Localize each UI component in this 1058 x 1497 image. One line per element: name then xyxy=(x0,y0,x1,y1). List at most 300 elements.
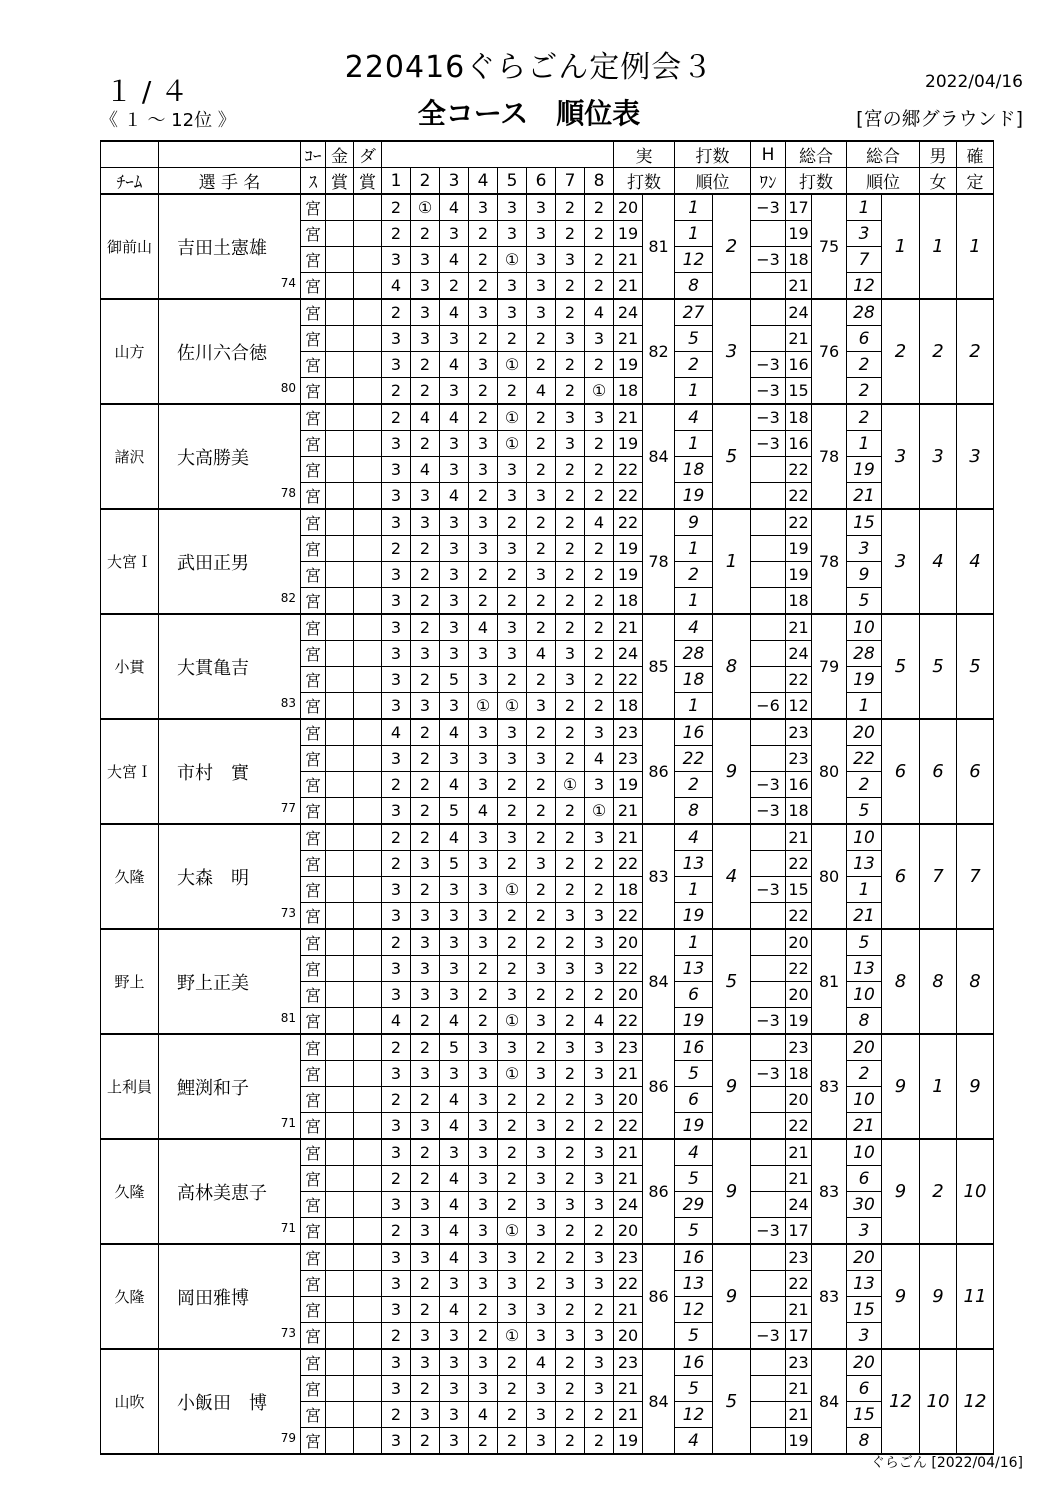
gold-award-cell xyxy=(326,1139,354,1166)
course-cell: 宮 xyxy=(301,509,326,536)
hole-score: 2 xyxy=(585,1402,614,1428)
round-total: 22 xyxy=(786,457,812,483)
gold-award-cell xyxy=(326,194,354,221)
stroke-rank: 1 xyxy=(713,509,751,614)
course-cell: 宮 xyxy=(301,1166,326,1192)
total-rank: 3 xyxy=(882,404,920,509)
col-player-label: 選 手 名 xyxy=(159,168,301,195)
hole-score: 2 xyxy=(527,614,556,641)
hole-score: 2 xyxy=(527,667,556,693)
hole-score: 3 xyxy=(411,273,440,300)
final-rank: 12 xyxy=(957,1349,994,1454)
hole-score: 3 xyxy=(498,457,527,483)
total-rank: 9 xyxy=(882,1139,920,1244)
actual-strokes: 86 xyxy=(643,1034,675,1139)
hole-score: 3 xyxy=(585,903,614,930)
hole-score: 4 xyxy=(469,798,498,825)
da-award-cell xyxy=(354,404,382,431)
course-cell: 宮 xyxy=(301,693,326,720)
round-sum: 21 xyxy=(614,824,643,851)
final-rank: 11 xyxy=(957,1244,994,1349)
col-actual: 実 xyxy=(614,141,675,168)
round-sum: 22 xyxy=(614,956,643,982)
hole-score: 3 xyxy=(382,641,411,667)
gender-rank: 1 xyxy=(920,194,957,299)
hole-score: 2 xyxy=(585,1297,614,1323)
hole-score: 3 xyxy=(527,273,556,300)
round-rank: 1 xyxy=(675,693,713,720)
hole-score: 4 xyxy=(469,614,498,641)
col-hole: 3 xyxy=(440,168,469,195)
hole-score: 2 xyxy=(411,1166,440,1192)
hole-score: 4 xyxy=(440,1297,469,1323)
table-row xyxy=(101,719,994,746)
hole-score: 2 xyxy=(469,982,498,1008)
hole-score: 3 xyxy=(440,431,469,457)
hole-score: 3 xyxy=(498,1034,527,1061)
course-cell: 宮 xyxy=(301,851,326,877)
hole-score: 2 xyxy=(556,851,585,877)
hole-score: 3 xyxy=(498,536,527,562)
round-sum: 21 xyxy=(614,798,643,825)
hole-score: 3 xyxy=(382,483,411,510)
round-total-rank: 20 xyxy=(847,1349,882,1376)
round-total: 21 xyxy=(786,614,812,641)
hole-in-one-bonus xyxy=(751,1139,786,1166)
hole-score: 3 xyxy=(469,457,498,483)
hole-score: 3 xyxy=(382,1297,411,1323)
hole-in-one-bonus: −3 xyxy=(751,431,786,457)
round-total-rank: 21 xyxy=(847,903,882,930)
hole-score: 3 xyxy=(527,299,556,326)
hole-in-one-bonus xyxy=(751,1376,786,1402)
round-total: 23 xyxy=(786,1034,812,1061)
hole-score: 2 xyxy=(469,588,498,615)
round-total-rank: 6 xyxy=(847,1166,882,1192)
gold-award-cell xyxy=(326,1323,354,1350)
round-sum: 24 xyxy=(614,1192,643,1218)
hole-score: 4 xyxy=(585,299,614,326)
player-cell xyxy=(159,824,301,929)
round-total: 17 xyxy=(786,194,812,221)
gender-rank: 7 xyxy=(920,824,957,929)
hole-score: 2 xyxy=(556,1349,585,1376)
round-sum: 20 xyxy=(614,1087,643,1113)
hole-score: 3 xyxy=(440,588,469,615)
round-total: 17 xyxy=(786,1323,812,1350)
hole-score: 4 xyxy=(440,299,469,326)
round-sum: 21 xyxy=(614,247,643,273)
round-sum: 21 xyxy=(614,1139,643,1166)
hole-score: 2 xyxy=(498,1428,527,1455)
da-award-cell xyxy=(354,1139,382,1166)
hole-score: 3 xyxy=(382,877,411,903)
hole-score: 3 xyxy=(527,956,556,982)
round-total-rank: 7 xyxy=(847,247,882,273)
hole-score: ① xyxy=(498,352,527,378)
hole-score: 3 xyxy=(440,982,469,1008)
hole-score: 3 xyxy=(556,1271,585,1297)
hole-score: 3 xyxy=(556,903,585,930)
player-cell xyxy=(159,299,301,404)
hole-score: 3 xyxy=(411,1323,440,1350)
hole-score: 3 xyxy=(527,1376,556,1402)
hole-score: 3 xyxy=(556,641,585,667)
gold-award-cell xyxy=(326,877,354,903)
round-sum: 22 xyxy=(614,1008,643,1035)
hole-score: 3 xyxy=(527,1428,556,1455)
round-sum: 21 xyxy=(614,1376,643,1402)
round-total-rank: 13 xyxy=(847,956,882,982)
actual-strokes: 84 xyxy=(643,1349,675,1454)
actual-strokes: 86 xyxy=(643,719,675,824)
hole-score: 3 xyxy=(469,299,498,326)
hole-score: 3 xyxy=(440,1139,469,1166)
hole-in-one-bonus xyxy=(751,1349,786,1376)
round-rank: 13 xyxy=(675,1271,713,1297)
hole-score: 2 xyxy=(411,1297,440,1323)
da-award-cell xyxy=(354,1192,382,1218)
round-total-rank: 5 xyxy=(847,929,882,956)
table-row xyxy=(101,824,994,851)
round-total-rank: 15 xyxy=(847,509,882,536)
hole-score: 2 xyxy=(411,719,440,746)
round-sum: 18 xyxy=(614,378,643,405)
round-total: 16 xyxy=(786,772,812,798)
round-rank: 5 xyxy=(675,1061,713,1087)
hole-score: 3 xyxy=(469,719,498,746)
hole-score: ① xyxy=(498,1218,527,1245)
hole-score: 2 xyxy=(498,562,527,588)
hole-score: 3 xyxy=(382,1192,411,1218)
hole-score: 2 xyxy=(585,273,614,300)
round-sum: 20 xyxy=(614,982,643,1008)
hole-score: 2 xyxy=(469,221,498,247)
hole-in-one-bonus xyxy=(751,746,786,772)
round-sum: 20 xyxy=(614,929,643,956)
hole-score: 2 xyxy=(556,1297,585,1323)
round-sum: 24 xyxy=(614,641,643,667)
hole-score: 3 xyxy=(527,1139,556,1166)
round-total-rank: 3 xyxy=(847,1323,882,1350)
hole-score: 3 xyxy=(382,562,411,588)
team-name: 上利員 xyxy=(101,1034,159,1139)
hole-score: 5 xyxy=(440,798,469,825)
hole-in-one-bonus xyxy=(751,1271,786,1297)
round-sum: 19 xyxy=(614,431,643,457)
hole-in-one-bonus: −3 xyxy=(751,877,786,903)
hole-score: ① xyxy=(498,404,527,431)
hole-score: 2 xyxy=(498,1192,527,1218)
hole-score: 3 xyxy=(469,1034,498,1061)
hole-score: 2 xyxy=(382,1087,411,1113)
col-trank: 総合 xyxy=(847,141,920,168)
round-total: 20 xyxy=(786,982,812,1008)
round-rank: 5 xyxy=(675,326,713,352)
hole-score: 2 xyxy=(382,851,411,877)
hole-score: 2 xyxy=(498,903,527,930)
hole-score: 3 xyxy=(585,1192,614,1218)
total-rank: 5 xyxy=(882,614,920,719)
hole-score: 2 xyxy=(556,824,585,851)
hole-score: 3 xyxy=(382,1139,411,1166)
hole-score: 2 xyxy=(585,431,614,457)
hole-score: 2 xyxy=(469,326,498,352)
hole-score: 2 xyxy=(527,431,556,457)
hole-score: 2 xyxy=(527,326,556,352)
actual-strokes: 78 xyxy=(643,509,675,614)
hole-score: 3 xyxy=(440,641,469,667)
hole-in-one-bonus xyxy=(751,273,786,300)
course-cell: 宮 xyxy=(301,457,326,483)
hole-score: 2 xyxy=(411,1376,440,1402)
total-rank: 8 xyxy=(882,929,920,1034)
hole-score: 3 xyxy=(585,1087,614,1113)
hole-score: 3 xyxy=(556,1034,585,1061)
gold-award-cell xyxy=(326,1087,354,1113)
table-row xyxy=(101,509,994,536)
round-rank: 6 xyxy=(675,1087,713,1113)
round-total: 19 xyxy=(786,562,812,588)
hole-score: 3 xyxy=(440,693,469,720)
round-rank: 9 xyxy=(675,509,713,536)
round-total: 21 xyxy=(786,1402,812,1428)
player-age: 82 xyxy=(280,591,296,605)
hole-score: 4 xyxy=(440,772,469,798)
hole-score: 2 xyxy=(527,929,556,956)
hole-in-one-bonus: −3 xyxy=(751,772,786,798)
player-cell xyxy=(159,194,301,299)
total-strokes: 79 xyxy=(812,614,847,719)
hole-score: 3 xyxy=(585,1139,614,1166)
round-sum: 21 xyxy=(614,1402,643,1428)
hole-score: 4 xyxy=(440,824,469,851)
hole-score: 2 xyxy=(498,1376,527,1402)
stroke-rank: 5 xyxy=(713,929,751,1034)
da-award-cell xyxy=(354,221,382,247)
player-cell xyxy=(159,719,301,824)
player-name: 佐川六合徳 xyxy=(177,342,267,364)
hole-score: 3 xyxy=(382,982,411,1008)
gold-award-cell xyxy=(326,693,354,720)
round-total: 23 xyxy=(786,746,812,772)
course-cell: 宮 xyxy=(301,483,326,510)
team-name: 大宮Ｉ xyxy=(101,719,159,824)
round-sum: 22 xyxy=(614,667,643,693)
hole-score: 2 xyxy=(382,378,411,405)
stroke-rank: 4 xyxy=(713,824,751,929)
hole-in-one-bonus xyxy=(751,982,786,1008)
actual-strokes: 84 xyxy=(643,929,675,1034)
gold-award-cell xyxy=(326,431,354,457)
round-rank: 8 xyxy=(675,798,713,825)
da-award-cell xyxy=(354,536,382,562)
team-name: 久隆 xyxy=(101,824,159,929)
round-rank: 13 xyxy=(675,851,713,877)
round-sum: 23 xyxy=(614,1349,643,1376)
player-name: 岡田雅博 xyxy=(177,1287,249,1309)
hole-score: 2 xyxy=(440,273,469,300)
da-award-cell xyxy=(354,1061,382,1087)
round-total: 21 xyxy=(786,326,812,352)
hole-score: 2 xyxy=(382,299,411,326)
hole-score: 2 xyxy=(382,1218,411,1245)
round-total-rank: 15 xyxy=(847,1297,882,1323)
stroke-rank: 9 xyxy=(713,1034,751,1139)
hole-score: 3 xyxy=(498,614,527,641)
da-award-cell xyxy=(354,877,382,903)
gold-award-cell xyxy=(326,1244,354,1271)
da-award-cell xyxy=(354,956,382,982)
stroke-rank: 5 xyxy=(713,404,751,509)
hole-in-one-bonus xyxy=(751,588,786,615)
table-header: ｺｰ 金 ダ 実 打数 H 総合 総合 男 確 ﾁｰﾑ 選 手 名 ｽ 賞 賞 1 2 3 4 5 6 7 8 打数 順位 ﾜﾝ 打数 順位 女 定 xyxy=(101,141,994,194)
course-cell: 宮 xyxy=(301,1376,326,1402)
course-cell: 宮 xyxy=(301,1323,326,1350)
da-award-cell xyxy=(354,509,382,536)
course-cell: 宮 xyxy=(301,772,326,798)
gold-award-cell xyxy=(326,719,354,746)
stroke-rank: 3 xyxy=(713,299,751,404)
team-name: 御前山 xyxy=(101,194,159,299)
total-rank: 9 xyxy=(882,1034,920,1139)
gold-award-cell xyxy=(326,352,354,378)
hole-score: 3 xyxy=(469,667,498,693)
col-hole: 5 xyxy=(498,168,527,195)
round-total-rank: 1 xyxy=(847,194,882,221)
round-sum: 21 xyxy=(614,273,643,300)
round-sum: 22 xyxy=(614,509,643,536)
hole-score: 2 xyxy=(382,824,411,851)
round-total-rank: 22 xyxy=(847,746,882,772)
hole-score: ① xyxy=(498,877,527,903)
hole-score: 3 xyxy=(440,326,469,352)
round-total-rank: 30 xyxy=(847,1192,882,1218)
gold-award-cell xyxy=(326,221,354,247)
course-cell: 宮 xyxy=(301,1087,326,1113)
hole-score: 3 xyxy=(469,509,498,536)
hole-score: 4 xyxy=(527,641,556,667)
hole-score: 3 xyxy=(527,562,556,588)
round-total-rank: 5 xyxy=(847,588,882,615)
hole-score: 3 xyxy=(411,1402,440,1428)
hole-score: 4 xyxy=(440,719,469,746)
hole-score: 2 xyxy=(411,772,440,798)
hole-score: 3 xyxy=(411,1244,440,1271)
hole-score: 2 xyxy=(527,798,556,825)
hole-score: 2 xyxy=(498,851,527,877)
round-total-rank: 1 xyxy=(847,693,882,720)
round-rank: 13 xyxy=(675,956,713,982)
gold-award-cell xyxy=(326,1428,354,1455)
hole-score: 3 xyxy=(382,614,411,641)
hole-score: 2 xyxy=(585,1428,614,1455)
round-total: 24 xyxy=(786,1192,812,1218)
player-cell xyxy=(159,509,301,614)
hole-score: 3 xyxy=(469,1244,498,1271)
course-cell: 宮 xyxy=(301,1349,326,1376)
hole-score: 3 xyxy=(382,509,411,536)
gender-rank: 9 xyxy=(920,1244,957,1349)
round-rank: 5 xyxy=(675,1323,713,1350)
round-rank: 12 xyxy=(675,1402,713,1428)
player-cell xyxy=(159,929,301,1034)
round-sum: 21 xyxy=(614,326,643,352)
gold-award-cell xyxy=(326,746,354,772)
round-rank: 19 xyxy=(675,1008,713,1035)
da-award-cell xyxy=(354,851,382,877)
hole-score: ① xyxy=(498,1323,527,1350)
round-total: 15 xyxy=(786,877,812,903)
round-total: 23 xyxy=(786,719,812,746)
gold-award-cell xyxy=(326,562,354,588)
hole-score: 2 xyxy=(556,693,585,720)
hole-score: 3 xyxy=(382,956,411,982)
final-rank: 8 xyxy=(957,929,994,1034)
course-cell: 宮 xyxy=(301,1192,326,1218)
round-sum: 20 xyxy=(614,1323,643,1350)
hole-score: 3 xyxy=(498,719,527,746)
hole-score: 3 xyxy=(382,1376,411,1402)
hole-score: 3 xyxy=(498,194,527,221)
round-total: 19 xyxy=(786,221,812,247)
hole-score: 2 xyxy=(585,562,614,588)
hole-score: 2 xyxy=(556,877,585,903)
hole-score: 2 xyxy=(498,772,527,798)
hole-in-one-bonus: −3 xyxy=(751,247,786,273)
hole-score: 2 xyxy=(382,772,411,798)
round-total: 21 xyxy=(786,1166,812,1192)
hole-score: ① xyxy=(556,772,585,798)
hole-score: 2 xyxy=(498,1087,527,1113)
round-sum: 21 xyxy=(614,1166,643,1192)
hole-score: 3 xyxy=(585,1034,614,1061)
actual-strokes: 86 xyxy=(643,1244,675,1349)
hole-score: 4 xyxy=(440,1113,469,1140)
da-award-cell xyxy=(354,1271,382,1297)
round-total-rank: 21 xyxy=(847,483,882,510)
round-total-rank: 1 xyxy=(847,877,882,903)
player-name: 大貫亀吉 xyxy=(177,657,249,679)
player-name: 大高勝美 xyxy=(177,447,249,469)
da-award-cell xyxy=(354,824,382,851)
da-award-cell xyxy=(354,457,382,483)
round-total: 24 xyxy=(786,299,812,326)
round-rank: 19 xyxy=(675,903,713,930)
gold-award-cell xyxy=(326,1376,354,1402)
round-rank: 5 xyxy=(675,1218,713,1245)
hole-score: 3 xyxy=(498,824,527,851)
round-sum: 22 xyxy=(614,457,643,483)
hole-score: 2 xyxy=(527,457,556,483)
round-rank: 29 xyxy=(675,1192,713,1218)
round-rank: 1 xyxy=(675,588,713,615)
hole-score: 2 xyxy=(469,1008,498,1035)
col-course: ｺｰ xyxy=(301,141,326,168)
hole-score: 3 xyxy=(382,326,411,352)
hole-score: 3 xyxy=(527,1192,556,1218)
player-age: 73 xyxy=(280,1326,296,1340)
round-total-rank: 12 xyxy=(847,273,882,300)
hole-score: 2 xyxy=(585,1113,614,1140)
round-sum: 22 xyxy=(614,851,643,877)
round-total-rank: 20 xyxy=(847,1034,882,1061)
hole-in-one-bonus: −3 xyxy=(751,352,786,378)
hole-in-one-bonus xyxy=(751,719,786,746)
stroke-rank: 9 xyxy=(713,1244,751,1349)
stroke-rank: 9 xyxy=(713,719,751,824)
hole-score: 2 xyxy=(556,798,585,825)
